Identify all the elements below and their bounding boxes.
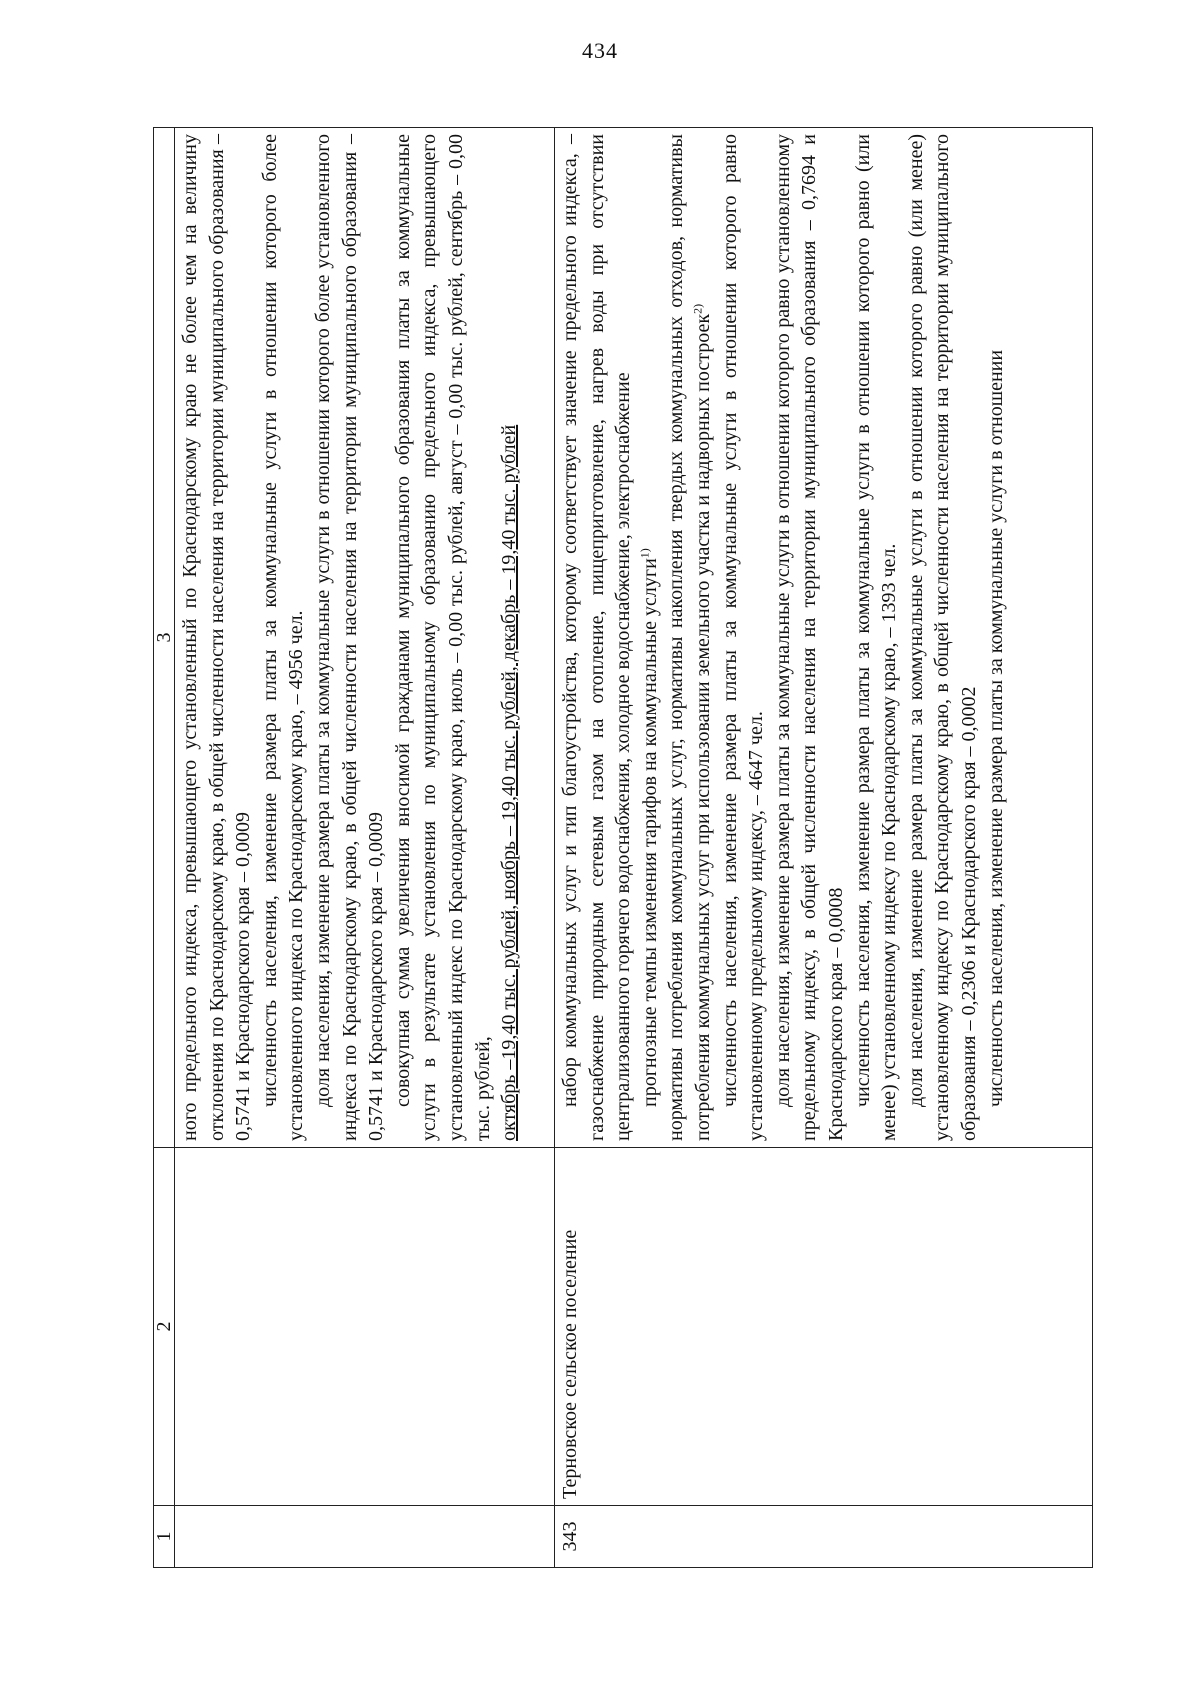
description-paragraph: ного предельного индекса, превышающего установленный по Краснодарскому краю не более чем на величину отклонения по Краснодарскому краю, в общей численности населения на территории муниципального образования – 0,5741 и Краснодарского края – 0,0009 [179, 134, 255, 1141]
settlement-cell [175, 1148, 555, 1506]
description-paragraph: численность населения, изменение размера платы за коммунальные услуги в отношении которого более установленного индекса по Краснодарскому краю, – 4956 чел. [258, 134, 308, 1141]
rotated-table-container [153, 128, 1093, 1568]
settlement-cell: Терновское сельское поселение [555, 1148, 1093, 1506]
table-header-row [154, 128, 175, 1568]
description-cell [555, 128, 1093, 1148]
description-paragraph: численность населения, изменение размера платы за коммунальные услуги в отношении [984, 349, 1007, 1107]
description-paragraph: численность населения, изменение размера платы за коммунальные услуги в отношении которого равно установленному предельному индексу, – 4647 чел. [718, 134, 768, 1141]
description-paragraph-underlined: октябрь –19,40 тыс. рублей, ноябрь – 19,40 тыс. рублей, декабрь – 19,40 тыс. рублей [498, 424, 521, 1141]
description-paragraph [663, 134, 716, 1141]
footnote-mark: 2) [690, 303, 705, 314]
table-row [175, 128, 555, 1568]
description-paragraph: набор коммунальных услуг и тип благоустройства, которому соответствует значение предельного индекса, – газоснабжение природным сетевым газом на отопление, пищеприготовление, нагрев воды при отсутствии централизованного горячего водоснабжения, холодное водоснабжение, электроснабжение [559, 134, 635, 1141]
description-paragraph: совокупная сумма увеличения вносимой гражданами муниципального образования платы за коммунальные услуги в результате установления по муниципальному образованию предельного индекса, превышающего установленный индекс по Краснодарскому краю, июль – 0,00 тыс. рублей, август – 0,00 тыс. рублей, сентябрь – 0,00 тыс. рублей, [391, 134, 494, 1141]
page-number: 434 [582, 38, 618, 63]
column-header-settlement: 2 [154, 1148, 175, 1506]
data-table [153, 127, 1093, 1568]
paragraph-text: прогнозные темпы изменения тарифов на коммунальные услуги [638, 558, 661, 1107]
description-paragraph: численность населения, изменение размера платы за коммунальные услуги в отношении которого равно (или менее) установленному индексу по Краснодарскому краю, – 1393 чел. [851, 134, 901, 1141]
description-paragraph: доля населения, изменение размера платы за коммунальные услуги в отношении которого равно (или менее) установленному индексу по Краснодарскому краю, в общей численности населения на территории муниципального образования – 0,2306 и Краснодарского края – 0,0002 [904, 134, 980, 1141]
row-number-cell [175, 1506, 555, 1568]
description-paragraph: доля населения, изменение размера платы за коммунальные услуги в отношении которого более установленного индекса по Краснодарскому краю, в общей численности населения на территории муниципального образования – 0,5741 и Краснодарского края – 0,0009 [311, 134, 388, 1141]
description-cell [175, 128, 555, 1148]
column-header-description: 3 [154, 128, 175, 1148]
description-paragraph [637, 134, 664, 1141]
row-number-cell: 343 [555, 1506, 1093, 1568]
column-header-number: 1 [154, 1506, 175, 1568]
paragraph-text: нормативы потребления коммунальных услуг, нормативы накопления твердых коммунальных отходов, нормативы потребления коммунальных услуг при использовании земельного участка и надворных построек [665, 134, 714, 1141]
footnote-mark: 1) [637, 548, 652, 559]
description-paragraph: доля населения, изменение размера платы за коммунальные услуги в отношении которого равно установленному предельному индексу, в общей численности населения на территории муниципального образования – 0,7694 и Краснодарского края – 0,0008 [771, 134, 847, 1141]
table-row [555, 128, 1093, 1568]
